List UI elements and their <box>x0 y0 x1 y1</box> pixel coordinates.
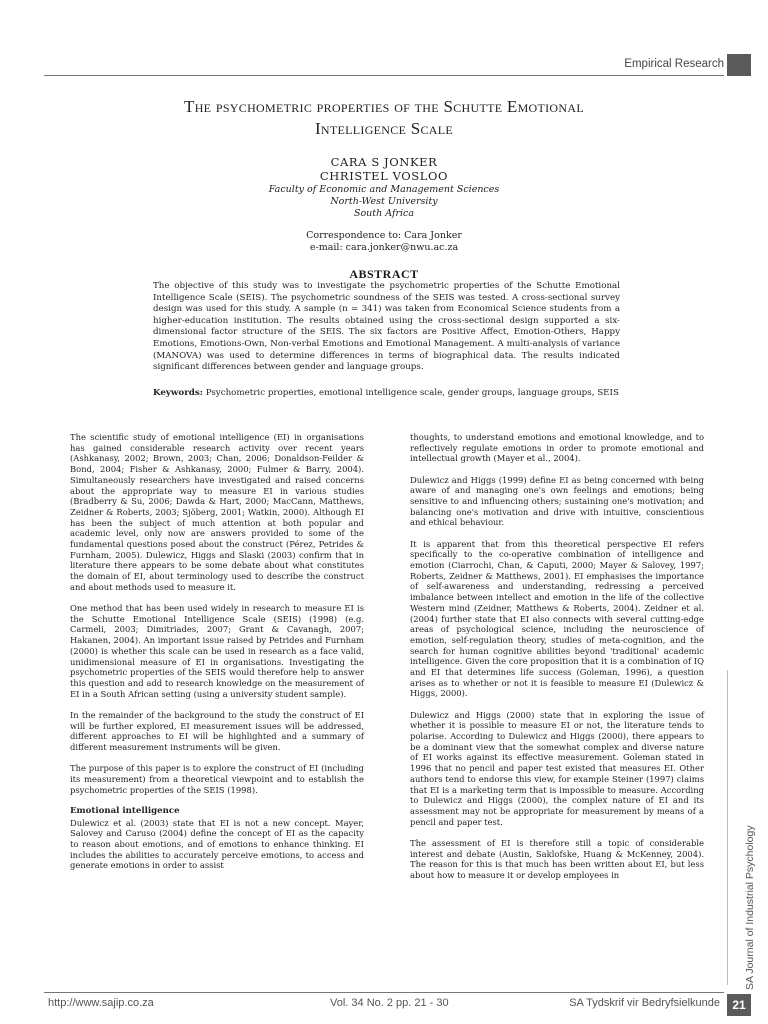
section-heading-emotional-intelligence: Emotional intelligence <box>70 805 180 816</box>
section-tag: Empirical Research <box>624 58 724 70</box>
footer-journal: SA Tydskrif vir Bedryfsielkunde <box>569 997 720 1009</box>
title-line-1: The psychometric properties of the Schutte Emotional <box>184 97 584 116</box>
keywords <box>153 388 620 400</box>
keywords-label: Keywords: <box>153 388 203 398</box>
paragraph: In the remainder of the background to the study the construct of EI will be further explored, EI measurement issues will be addressed, different approaches to EI will be highlighted and a summary of different measurement instruments will be given. <box>70 709 364 752</box>
affiliation-faculty: Faculty of Economic and Management Sciences <box>268 184 500 195</box>
body-column-right <box>410 432 704 891</box>
author-2: CHRISTEL VOSLOO <box>319 169 449 183</box>
article-title <box>60 96 708 140</box>
paragraph: Dulewicz and Higgs (1999) define EI as being concerned with being aware of and managing one's own feelings and emotions; being sensitive to and influencing others; sustaining one's motivation; and balancing one's motivation and drive with intuitive, conscientious and ethical behaviour. <box>410 474 704 528</box>
email-address: e-mail: cara.jonker@nwu.ac.za <box>309 242 459 253</box>
affiliation-university: North-West University <box>330 196 438 207</box>
title-line-2: Intelligence Scale <box>314 119 454 138</box>
paragraph: thoughts, to understand emotions and emotional knowledge, and to reflectively regulate emotions in order to promote emotional and intellectual growth (Mayer et al., 2004). <box>410 432 704 464</box>
sidebar-journal-title <box>729 790 756 990</box>
keywords-text: Psychometric properties, emotional intelligence scale, gender groups, language groups, SEIS <box>202 388 619 398</box>
affiliation-country: South Africa <box>353 208 415 219</box>
page-number: 21 <box>727 994 751 1016</box>
paragraph: The purpose of this paper is to explore the construct of EI (including its measurement) from a theoretical viewpoint and to establish the psychometric properties of the SEIS (1998). <box>70 763 364 795</box>
footer-rule <box>44 992 724 993</box>
footer-volume: Vol. 34 No. 2 pp. 21 - 30 <box>330 997 449 1009</box>
correspondence: Correspondence to: Cara Jonker <box>306 230 462 241</box>
paragraph: It is apparent that from this theoretical perspective EI refers specifically to the co-operative combination of intelligence and emotion (Ciarrochi, Chan, & Caputi, 2000; Mayer & Salovey, 1997; Roberts, Zeidner & Matthews, 2001). EI emphasises the importance of self-awareness and understanding, redressing a perceived imbalance between intellect and emotion in the life of the collective Western mind (Zeidner, Matthews & Roberts, 2004). Zeidner et al. (2004) further state that EI also connects with several cutting-edge areas of psychological science, including the neuroscience of emotion, self-regulation theory, studies of meta-cognition, and the search for human cognitive abilities beyond 'traditional' academic intelligence. Given the core proposition that it is a combination of IQ and EI that determines life success (Goleman, 1996), a question arises as to whether or not it is feasible to measure EI (Dulewicz & Higgs, 2000). <box>410 538 704 699</box>
paragraph: The assessment of EI is therefore still a topic of considerable interest and debate (Austin, Saklofske, Huang & McKenney, 2004). The reason for this is that much has been written about EI, but less about how to measure it or develop employees in <box>410 837 704 881</box>
header-corner-block <box>727 54 751 76</box>
body-column-left <box>70 432 364 882</box>
paragraph: The scientific study of emotional intelligence (EI) in organisations has gained considerable research activity over recent years (Ashkanasy, 2002; Brown, 2003; Chan, 2006; Donaldson-Feilder & Bond, 2004; Fisher & Ashkanasy, 2000; Fulmer & Barry, 2004). Simultaneously researchers have investigated and raised concerns about the appropriate way to measure EI in various studies (Bradberry & Su, 2006; Dawda & Hart, 2000; MacCann, Matthews, Zeidner & Roberts, 2003; Sjöberg, 2001; Watkin, 2000). Although EI has been the subject of much attention at both popular and academic level, only now are answers provided to some of the fundamental questions posed about the construct (Pérez, Petrides & Furnham, 2005). Dulewicz, Higgs and Slaski (2003) confirm that in literature there appears to be some debate about what constitutes the domain of EI, about terminology used to describe the construct and about methods used to measure it. <box>70 432 364 592</box>
author-1: CARA S JONKER <box>330 155 438 169</box>
header-rule <box>44 75 724 76</box>
abstract-body: The objective of this study was to investigate the psychometric properties of the Schutte Emotional Intelligence Scale (SEIS). The psychometric soundness of the SEIS was tested. A cross-sectional survey design was used for this study. A sample (n = 341) was taken from Economical Science students from a higher-education institution. The results obtained using the cross-sectional design supported a six-dimensional factor structure of the SEIS. The six factors are Positive Affect, Emotion-Others, Happy Emotions, Emotions-Own, Non-verbal Emotions and Emotional Management. A multi-analysis of variance (MANOVA) was used to determine differences in terms of biographical data. The results indicated significant differences between gender and language groups. <box>153 281 620 373</box>
sidebar-journal-text: SA Journal of Industrial Psychology <box>744 825 756 990</box>
paragraph: One method that has been used widely in research to measure EI is the Schutte Emotional Intelligence Scale (SEIS) (1998) (e.g. Carmeli, 2003; Dimitriades, 2007; Grant & Cavanagh, 2007; Hakanen, 2004). An important issue raised by Petrides and Furnham (2000) is whether this scale can be used in research as a face valid, unidimensional measure of EI in organisations. Investigating the psychometric properties of the SEIS would therefore help to answer this question and add to research knowledge on the measurement of EI in a South African setting (using a university student sample). <box>70 603 364 699</box>
sidebar-rule <box>727 670 728 985</box>
paragraph: Dulewicz et al. (2003) state that EI is not a new concept. Mayer, Salovey and Caruso (2004) define the concept of EI as the capacity to reason about emotions, and of emotions to enhance thinking. EI includes the abilities to accurately perceive emotions, to access and generate emotions in order to assist <box>70 817 364 871</box>
paragraph: Dulewicz and Higgs (2000) state that in exploring the issue of whether it is possible to measure EI or not, the literature tends to polarise. According to Dulewicz and Higgs (2000), there appears to be a dominant view that the somewhat complex and diverse nature of EI works against its effective measurement. Goleman stated in 1996 that no pencil and paper test existed that measures EI. Other authors tend to endorse this view, for example Steiner (1997) claims that EI is a marketing term that is impossible to measure. According to Dulewicz and Higgs (2000), the complex nature of EI and its assessment may not be appropriate for measurement by means of a pencil and paper test. <box>410 709 704 827</box>
footer-url-link[interactable]: http://www.sajip.co.za <box>48 997 154 1009</box>
abstract-heading: ABSTRACT <box>349 267 419 281</box>
